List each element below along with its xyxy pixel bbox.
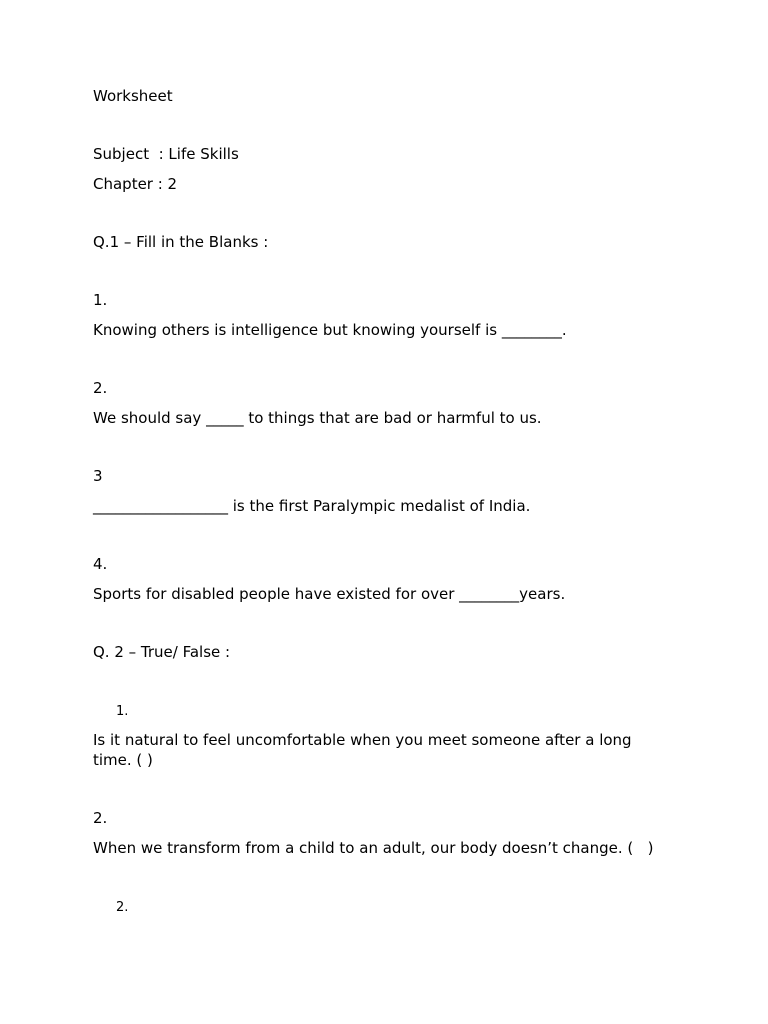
subject-line: Subject : Life Skills (93, 145, 239, 163)
fill-blank-4-text: Sports for disabled people have existed for over ________years. (93, 585, 566, 603)
fill-blank-2-text: We should say _____ to things that are bad or harmful to us. (93, 409, 542, 427)
worksheet-title: Worksheet (93, 87, 173, 105)
fill-blank-1-number: 1. (93, 291, 108, 309)
fill-blank-1-text: Knowing others is intelligence but knowing yourself is ________. (93, 321, 567, 339)
true-false-2-number: 2. (93, 809, 108, 827)
fill-blank-3-number: 3 (93, 467, 103, 485)
fill-blank-3-text: __________________ is the first Paralympic medalist of India. (93, 497, 531, 515)
section1-heading: Q.1 – Fill in the Blanks : (93, 233, 269, 251)
fill-blank-2-number: 2. (93, 379, 108, 397)
section2-heading: Q. 2 – True/ False : (93, 643, 231, 661)
true-false-1-text: Is it natural to feel uncomfortable when you meet someone after a long time. ( ) (93, 731, 632, 769)
fill-blank-4-number: 4. (93, 555, 108, 573)
true-false-1-number: 1. (116, 704, 129, 719)
true-false-3-number: 2. (116, 900, 129, 915)
true-false-2-text: When we transform from a child to an adult, our body doesn’t change. ( ) (93, 839, 654, 857)
chapter-line: Chapter : 2 (93, 175, 178, 193)
